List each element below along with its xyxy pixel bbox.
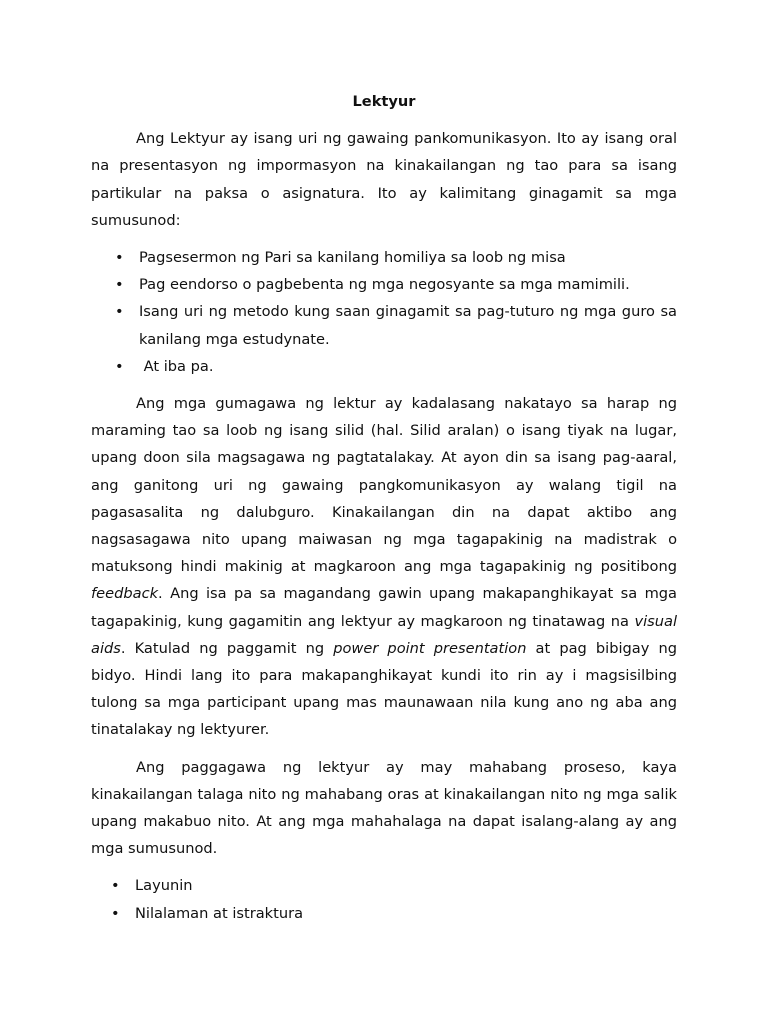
list-item [91, 872, 677, 899]
list-item [91, 900, 677, 927]
italic-term: feedback [91, 585, 159, 603]
list-item-text: Pagsesermon ng Pari sa kanilang homiliya sa loob ng misa [139, 249, 566, 267]
document-title: Lektyur [352, 93, 416, 110]
paragraph-process: Ang paggagawa ng lektyur ay may mahabang proseso, kaya kinakailangan talaga nito ng mahabang oras at kinakailangan nito ng mga salik upang makabuo nito. At ang mga mahahalaga na dapat isalang-alang ay ang mga sumusunod. [91, 758, 677, 858]
italic-term: visual aids [91, 612, 677, 657]
paragraph-text: at pag bibigay ng bidyo. Hindi lang ito para makapanghikayat kundi ito rin ay i magsisilbing tulong sa mga participant upang mas maunawaan nila kung ano ng aba ang tinatalakay ng lektyurer. [91, 639, 677, 739]
paragraph-text: . Katulad ng paggamit ng [120, 639, 334, 657]
document-page [91, 88, 677, 927]
bullet-icon: • [115, 303, 124, 321]
list-item [91, 244, 677, 271]
list-item [91, 271, 677, 298]
bullet-icon: • [115, 357, 124, 375]
paragraph-intro: Ang Lektyur ay isang uri ng gawaing pankomunikasyon. Ito ay isang oral na presentasyon ng impormasyon na kinakailangan ng tao para sa isang partikular na paksa o asignatura. Ito ay kalimitang ginagamit sa mga sumusunod: [91, 130, 677, 229]
bullet-icon: • [111, 877, 120, 895]
italic-term: power point presentation [333, 639, 527, 657]
list-item-text: At iba pa. [139, 357, 214, 375]
elements-list [91, 872, 677, 926]
bullet-icon: • [111, 904, 120, 922]
bullet-icon: • [115, 249, 124, 267]
list-item-text: Nilalaman at istraktura [135, 904, 304, 922]
bullet-icon: • [115, 276, 124, 294]
list-item-text: Layunin [135, 877, 193, 895]
usage-list [91, 244, 677, 380]
list-item-text: Pag eendorso o pagbebenta ng mga negosyante sa mga mamimili. [139, 276, 630, 294]
paragraph-text: Ang mga gumagawa ng lektur ay kadalasang nakatayo sa harap ng maraming tao sa loob ng isang silid (hal. Silid aralan) o isang tiyak na lugar, upang doon sila magsagawa ng pagtatalakay. At ayon din sa isang pag-aaral, ang ganitong uri ng gawaing pangkomunikasyon ay walang tigil na pagasasalita ng dalubguro. Kinakailangan din na dapat aktibo ang nagsasagawa nito upang maiwasan ng mga tagapakinig na madistrak o matuksong hindi makinig at magkaroon ang mga tagapakinig ng positibong [91, 395, 677, 576]
list-item [91, 298, 677, 352]
paragraph-text: . Ang isa pa sa magandang gawin upang makapanghikayat sa mga tagapakinig, kung gagamitin ang lektyur ay magkaroon ng tinatawag na [91, 585, 677, 630]
list-item-text: Isang uri ng metodo kung saan ginagamit sa pag-tuturo ng mga guro sa kanilang mga estudynate. [139, 303, 677, 348]
paragraph-lecturer [91, 390, 677, 744]
list-item [91, 353, 677, 380]
